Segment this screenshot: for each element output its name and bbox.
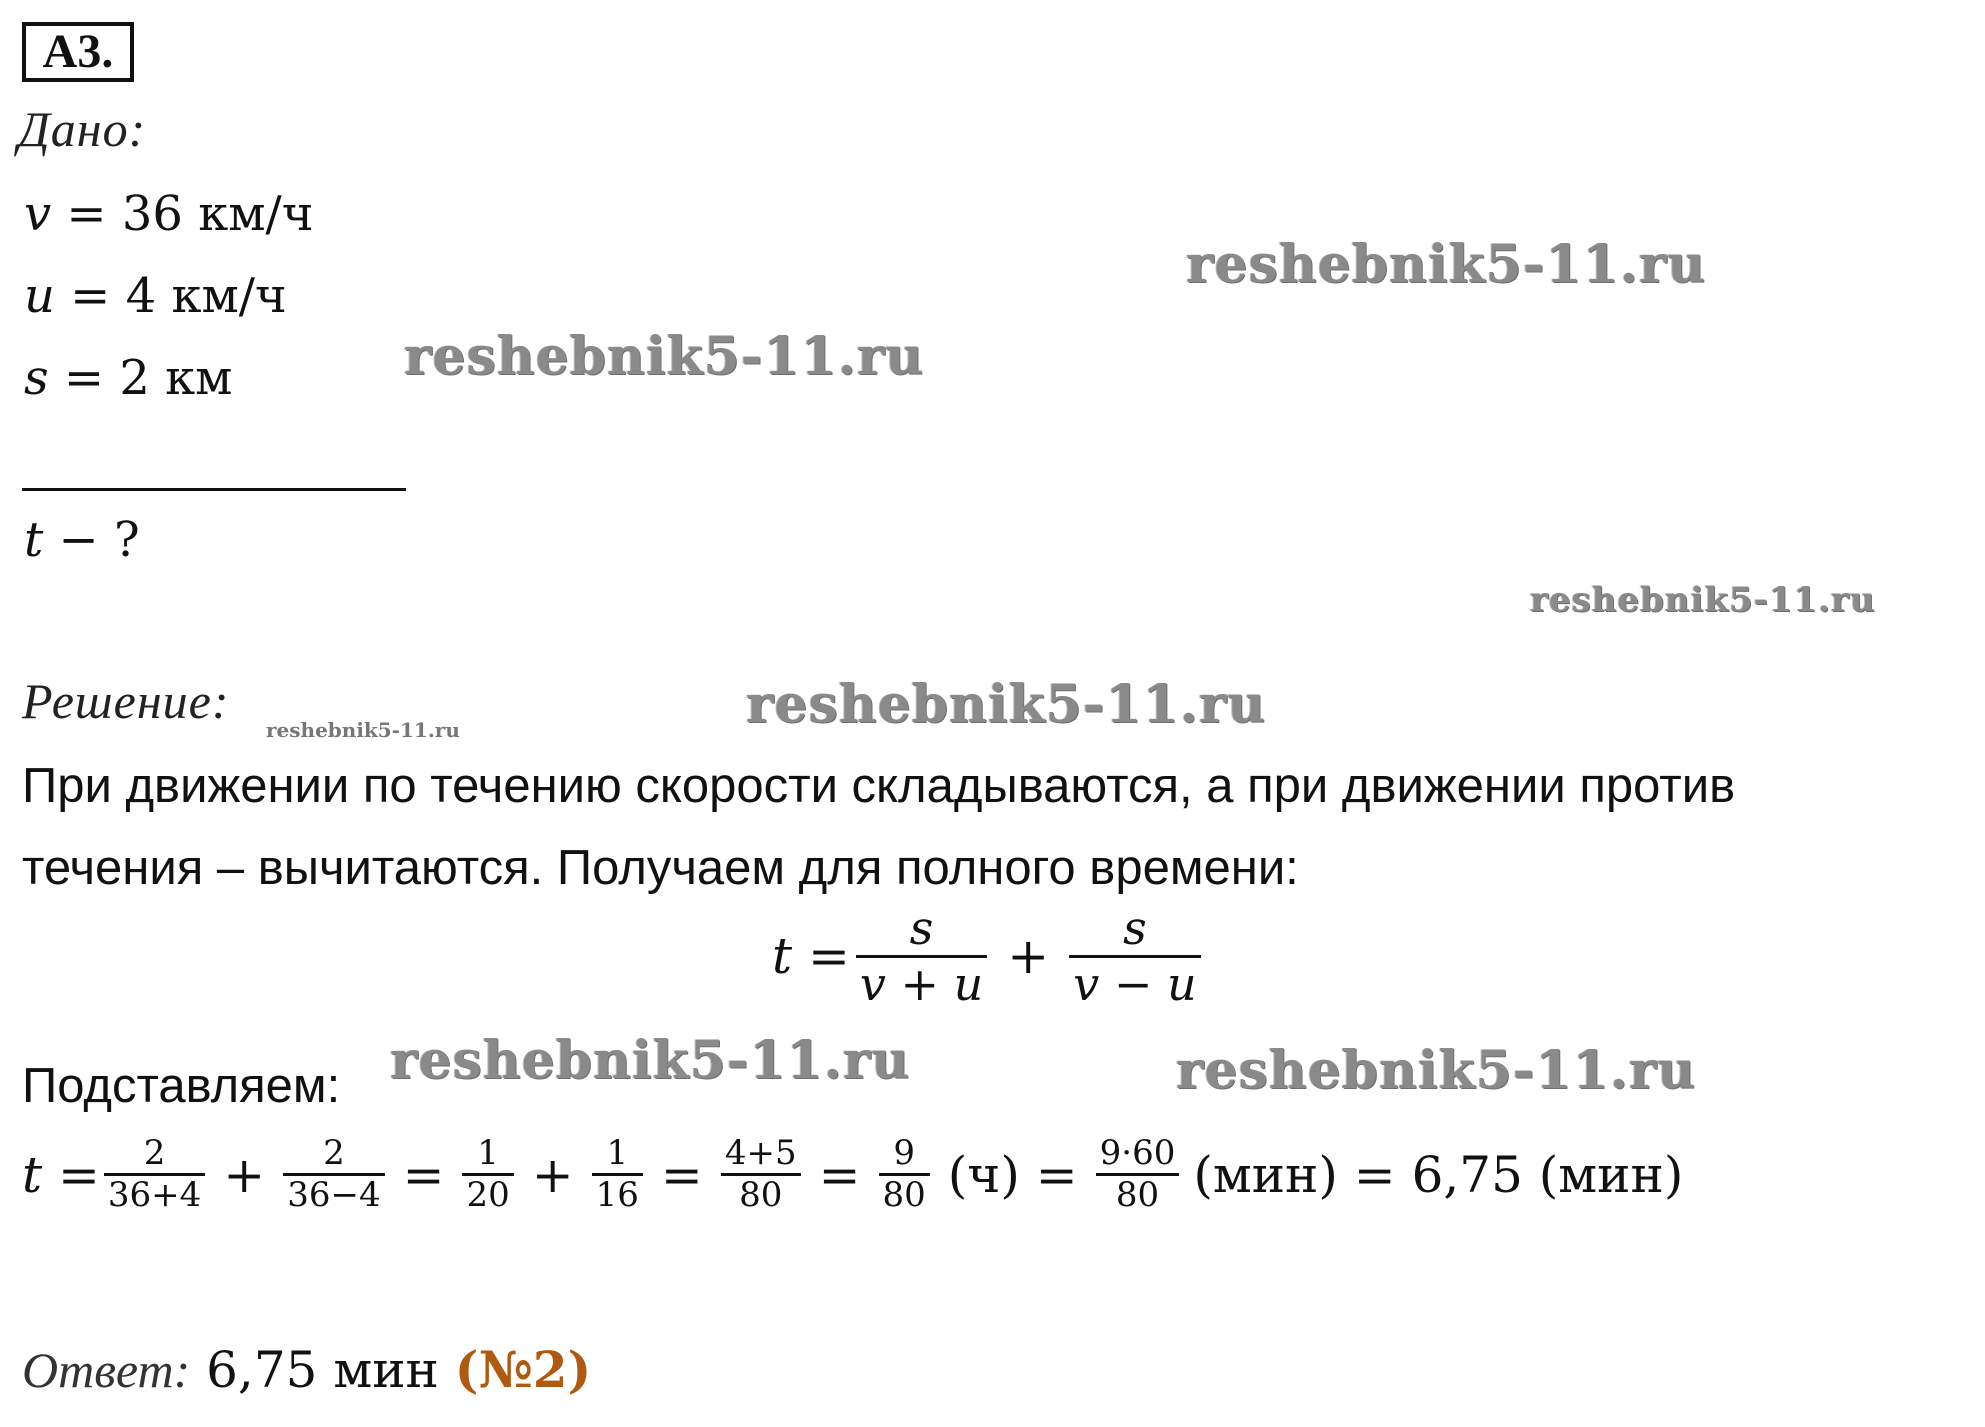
given-line-u — [24, 268, 287, 324]
solution-paragraph-1: При движении по течению скорости складываются, а при движении против — [22, 759, 1736, 813]
watermark: reshebnik5-11.ru — [1530, 580, 1876, 620]
calc-f2-num: 2 — [323, 1133, 345, 1173]
answer-reference: (№2) — [454, 1340, 592, 1399]
calc-fraction-6 — [879, 1134, 930, 1215]
formula-plus: + — [1007, 927, 1050, 986]
watermark: reshebnik5-11.ru — [1176, 1040, 1697, 1101]
watermark-small: reshebnik5-11.ru — [266, 718, 460, 742]
solution-heading-text: Решение — [22, 673, 212, 729]
given-line-s — [24, 350, 233, 406]
calc-unit-hours: (ч) = — [947, 1145, 1078, 1204]
calc-lhs: t = — [22, 1145, 100, 1204]
calc-f3-den: 20 — [466, 1175, 510, 1216]
formula-term-upstream — [1069, 902, 1200, 1011]
calc-f7-num: 9·60 — [1099, 1133, 1176, 1173]
calc-fraction-2 — [283, 1134, 384, 1215]
given-divider — [22, 488, 406, 491]
watermark: reshebnik5-11.ru — [404, 326, 925, 387]
calc-fraction-5 — [721, 1134, 801, 1215]
answer-label: Ответ — [22, 1342, 174, 1398]
symbol-s: s — [24, 350, 49, 406]
given-line-v — [24, 186, 313, 242]
calc-f3-num: 1 — [477, 1133, 499, 1173]
symbol-u: u — [24, 268, 55, 324]
formula-t1-numerator: s — [909, 901, 934, 955]
solution-heading-colon: : — [211, 673, 230, 729]
calc-fraction-7 — [1096, 1134, 1180, 1215]
solution-paragraph-2: течения – вычитаются. Получаем для полного времени: — [22, 841, 1299, 895]
calc-op-5: = — [818, 1145, 861, 1204]
calc-f1-num: 2 — [143, 1133, 166, 1173]
watermark: reshebnik5-11.ru — [746, 674, 1267, 735]
solution-heading — [22, 672, 230, 730]
calc-fraction-1 — [104, 1134, 205, 1215]
time-formula — [772, 902, 1207, 1011]
given-value-s: = 2 км — [48, 350, 233, 406]
calc-f5-den: 80 — [739, 1175, 783, 1216]
problem-number: А3. — [22, 22, 134, 82]
calc-f5-num: 4+5 — [724, 1133, 797, 1173]
answer-value: 6,75 мин — [190, 1341, 455, 1399]
formula-t1-denominator: v + u — [859, 956, 984, 1011]
calc-op-2: = — [402, 1145, 445, 1204]
symbol-v: v — [24, 186, 52, 242]
answer-colon: : — [173, 1342, 191, 1398]
find-line — [24, 512, 140, 568]
calc-f1-den: 36+4 — [107, 1175, 202, 1216]
calc-op-1: + — [223, 1145, 266, 1204]
calc-f7-den: 80 — [1115, 1175, 1160, 1216]
formula-lhs: t = — [772, 927, 850, 986]
given-heading-text: Дано — [18, 101, 129, 157]
watermark: reshebnik5-11.ru — [390, 1030, 911, 1091]
formula-t2-numerator: s — [1123, 901, 1147, 955]
answer-line — [22, 1340, 591, 1399]
calc-f6-num: 9 — [893, 1133, 915, 1173]
calc-op-3: + — [531, 1145, 574, 1204]
substitute-label: Подставляем: — [22, 1059, 341, 1113]
given-value-v: = 36 км/ч — [51, 186, 314, 242]
formula-t2-denominator: v − u — [1073, 956, 1197, 1011]
calc-fraction-3 — [462, 1134, 513, 1215]
calc-f2-den: 36−4 — [287, 1175, 381, 1216]
given-heading-colon: : — [128, 101, 147, 157]
formula-term-downstream — [856, 902, 987, 1011]
given-heading — [18, 100, 146, 158]
calc-fraction-4 — [592, 1134, 643, 1215]
calc-f4-num: 1 — [606, 1133, 629, 1173]
given-value-u: = 4 км/ч — [54, 268, 287, 324]
symbol-t: t — [24, 512, 44, 568]
calculation — [22, 1134, 1683, 1215]
find-question: − ? — [43, 512, 140, 568]
watermark: reshebnik5-11.ru — [1186, 234, 1707, 295]
calc-f4-den: 16 — [595, 1175, 639, 1216]
calc-result: (мин) = 6,75 (мин) — [1193, 1145, 1684, 1204]
calc-f6-den: 80 — [882, 1175, 926, 1216]
calc-op-4: = — [660, 1145, 703, 1204]
